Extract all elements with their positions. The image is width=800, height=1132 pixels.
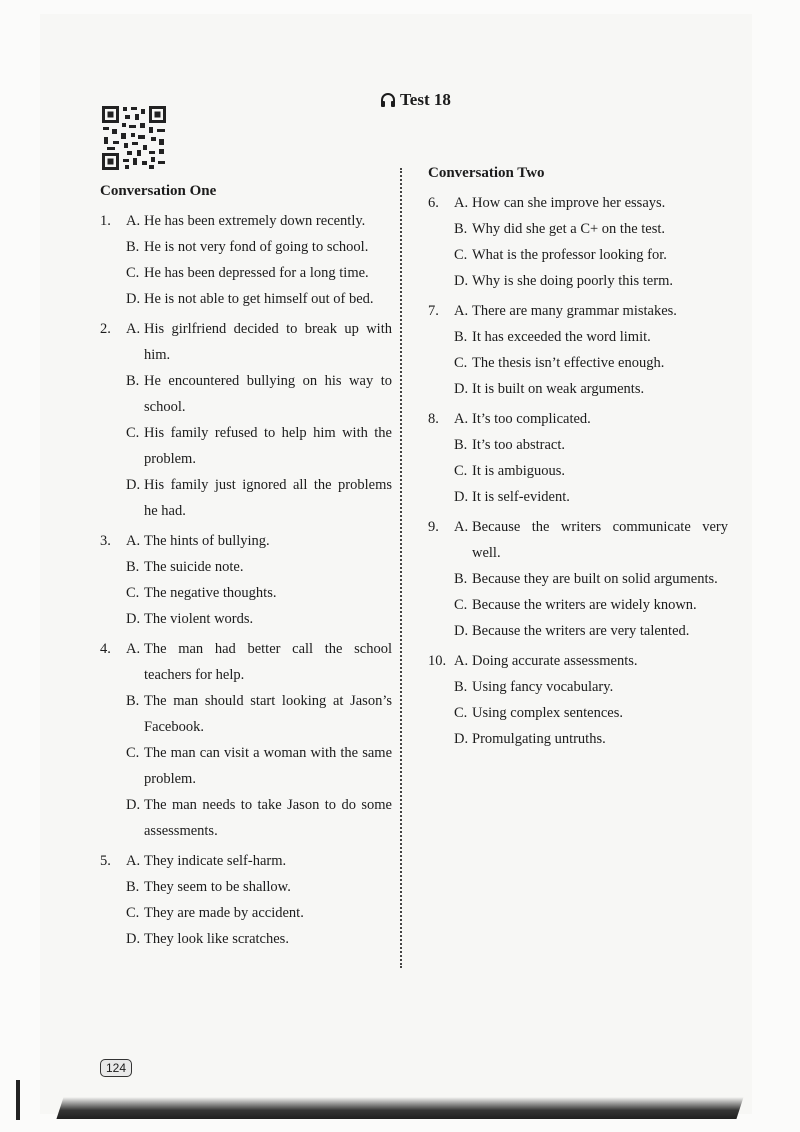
option-b[interactable]: [100, 234, 392, 260]
option-c[interactable]: [100, 740, 392, 792]
question-7: [428, 298, 728, 402]
option-c[interactable]: [428, 592, 728, 618]
option-d[interactable]: [100, 606, 392, 632]
option-letter: C.: [454, 355, 468, 371]
question-10: [428, 648, 728, 752]
option-text: Why is she doing poorly this term.: [472, 273, 673, 289]
option-a[interactable]: [100, 528, 392, 554]
option-letter: C.: [126, 745, 140, 761]
option-letter: A.: [454, 195, 469, 211]
option-text: What is the professor looking for.: [472, 247, 667, 263]
option-letter: B.: [454, 329, 468, 345]
test-title: [380, 90, 451, 110]
question-number: 3.: [100, 533, 111, 549]
option-text: His girlfriend decided to break up with him.: [144, 321, 392, 363]
option-d[interactable]: [428, 268, 728, 294]
option-text: He is not able to get himself out of bed.: [144, 291, 374, 307]
option-a[interactable]: [428, 298, 728, 324]
option-letter: B.: [126, 559, 140, 575]
option-a[interactable]: [100, 316, 392, 368]
option-letter: D.: [454, 623, 469, 639]
option-text: They look like scratches.: [144, 931, 289, 947]
option-text: It has exceeded the word limit.: [472, 329, 651, 345]
option-d[interactable]: [100, 926, 392, 952]
question-number: 1.: [100, 213, 111, 229]
option-a[interactable]: [100, 848, 392, 874]
option-letter: A.: [454, 411, 469, 427]
option-text: He is not very fond of going to school.: [144, 239, 369, 255]
option-letter: D.: [126, 931, 141, 947]
option-letter: C.: [126, 905, 140, 921]
option-text: They indicate self-harm.: [144, 853, 287, 869]
question-1: [100, 208, 392, 312]
option-text: It’s too complicated.: [472, 411, 591, 427]
option-letter: C.: [126, 585, 140, 601]
option-a[interactable]: [100, 636, 392, 688]
option-a[interactable]: [428, 514, 728, 566]
option-letter: C.: [126, 425, 140, 441]
question-number: 6.: [428, 195, 439, 211]
option-b[interactable]: [100, 874, 392, 900]
option-text: Because they are built on solid arguments.: [472, 571, 718, 587]
option-text: Promulgating untruths.: [472, 731, 606, 747]
option-letter: C.: [454, 463, 468, 479]
option-text: The man needs to take Jason to do some assessments.: [144, 797, 392, 839]
question-3: [100, 528, 392, 632]
option-b[interactable]: [428, 674, 728, 700]
section-title: Conversation One: [100, 183, 217, 199]
test-title-text: Test 18: [400, 90, 451, 109]
option-text: The violent words.: [144, 611, 254, 627]
option-letter: D.: [454, 273, 469, 289]
option-letter: C.: [454, 705, 468, 721]
question-2: [100, 316, 392, 524]
option-text: Using fancy vocabulary.: [472, 679, 614, 695]
option-b[interactable]: [100, 688, 392, 740]
option-d[interactable]: [100, 792, 392, 844]
question-5: [100, 848, 392, 952]
column-divider: [400, 168, 402, 968]
option-text: The man had better call the school teachers for help.: [144, 641, 392, 683]
option-b[interactable]: [100, 554, 392, 580]
conversation-two-section: [428, 160, 728, 756]
option-letter: A.: [126, 641, 141, 657]
option-letter: D.: [454, 489, 469, 505]
question-number: 10.: [428, 653, 447, 669]
option-b[interactable]: [428, 566, 728, 592]
question-8: [428, 406, 728, 510]
option-d[interactable]: [428, 376, 728, 402]
question-4: [100, 636, 392, 844]
qr-code-graphic: [101, 105, 167, 171]
question-number: 9.: [428, 519, 439, 535]
option-text: It’s too abstract.: [472, 437, 566, 453]
option-letter: B.: [126, 879, 140, 895]
option-d[interactable]: [428, 726, 728, 752]
option-text: His family refused to help him with the problem.: [144, 425, 392, 467]
option-c[interactable]: [428, 350, 728, 376]
option-text: Using complex sentences.: [472, 705, 624, 721]
option-letter: D.: [454, 731, 469, 747]
option-text: They are made by accident.: [144, 905, 304, 921]
option-letter: B.: [126, 239, 140, 255]
option-letter: B.: [126, 693, 140, 709]
option-letter: B.: [454, 221, 468, 237]
option-text: Because the writers are very talented.: [472, 623, 690, 639]
option-text: The thesis isn’t effective enough.: [472, 355, 665, 371]
option-letter: A.: [126, 321, 141, 337]
option-a[interactable]: [428, 648, 728, 674]
section-title: Conversation Two: [428, 165, 545, 181]
option-c[interactable]: [100, 260, 392, 286]
option-text: He has been extremely down recently.: [144, 213, 366, 229]
option-b[interactable]: [428, 324, 728, 350]
option-letter: B.: [454, 679, 468, 695]
option-text: He encountered bullying on his way to school.: [144, 373, 392, 415]
option-b[interactable]: [100, 368, 392, 420]
option-text: The hints of bullying.: [144, 533, 270, 549]
option-text: It is ambiguous.: [472, 463, 566, 479]
question-6: [428, 190, 728, 294]
question-number: 8.: [428, 411, 439, 427]
option-text: Because the writers communicate very well.: [472, 519, 728, 561]
option-letter: B.: [454, 437, 468, 453]
option-letter: C.: [454, 247, 468, 263]
page-number: 124: [100, 1059, 132, 1077]
option-a[interactable]: [428, 406, 728, 432]
option-a[interactable]: [100, 208, 392, 234]
option-c[interactable]: [428, 242, 728, 268]
conversation-one-section: [100, 178, 392, 956]
page-edge: [16, 1080, 20, 1120]
option-letter: B.: [126, 373, 140, 389]
option-letter: A.: [126, 853, 141, 869]
headphones-icon: [380, 93, 396, 107]
question-number: 7.: [428, 303, 439, 319]
option-letter: A.: [454, 653, 469, 669]
option-letter: A.: [454, 303, 469, 319]
option-d[interactable]: [428, 484, 728, 510]
option-text: The man can visit a woman with the same problem.: [144, 745, 392, 787]
question-number: 2.: [100, 321, 111, 337]
option-b[interactable]: [428, 216, 728, 242]
option-c[interactable]: [100, 900, 392, 926]
option-text: They seem to be shallow.: [144, 879, 291, 895]
option-text: It is built on weak arguments.: [472, 381, 645, 397]
option-letter: C.: [126, 265, 140, 281]
question-number: 5.: [100, 853, 111, 869]
qr-code[interactable]: [101, 105, 167, 171]
option-c[interactable]: [100, 580, 392, 606]
option-text: He has been depressed for a long time.: [144, 265, 369, 281]
option-letter: A.: [126, 213, 141, 229]
option-text: Why did she get a C+ on the test.: [472, 221, 666, 237]
option-letter: C.: [454, 597, 468, 613]
option-letter: D.: [126, 611, 141, 627]
option-letter: A.: [454, 519, 469, 535]
option-c[interactable]: [428, 458, 728, 484]
option-c[interactable]: [100, 420, 392, 472]
option-letter: A.: [126, 533, 141, 549]
option-text: How can she improve her essays.: [472, 195, 666, 211]
option-letter: B.: [454, 571, 468, 587]
option-text: The negative thoughts.: [144, 585, 277, 601]
option-d[interactable]: [100, 472, 392, 524]
option-letter: D.: [454, 381, 469, 397]
question-number: 4.: [100, 641, 111, 657]
option-c[interactable]: [428, 700, 728, 726]
option-letter: D.: [126, 477, 141, 493]
option-letter: D.: [126, 291, 141, 307]
option-a[interactable]: [428, 190, 728, 216]
option-b[interactable]: [428, 432, 728, 458]
option-text: His family just ignored all the problems he had.: [144, 477, 392, 519]
option-text: Doing accurate assessments.: [472, 653, 638, 669]
option-text: The suicide note.: [144, 559, 244, 575]
page-bottom-shadow: [56, 1097, 743, 1119]
option-letter: D.: [126, 797, 141, 813]
option-text: Because the writers are widely known.: [472, 597, 697, 613]
option-d[interactable]: [100, 286, 392, 312]
option-text: It is self-evident.: [472, 489, 570, 505]
option-d[interactable]: [428, 618, 728, 644]
option-text: The man should start looking at Jason’s Facebook.: [144, 693, 392, 735]
option-text: There are many grammar mistakes.: [472, 303, 677, 319]
question-9: [428, 514, 728, 644]
